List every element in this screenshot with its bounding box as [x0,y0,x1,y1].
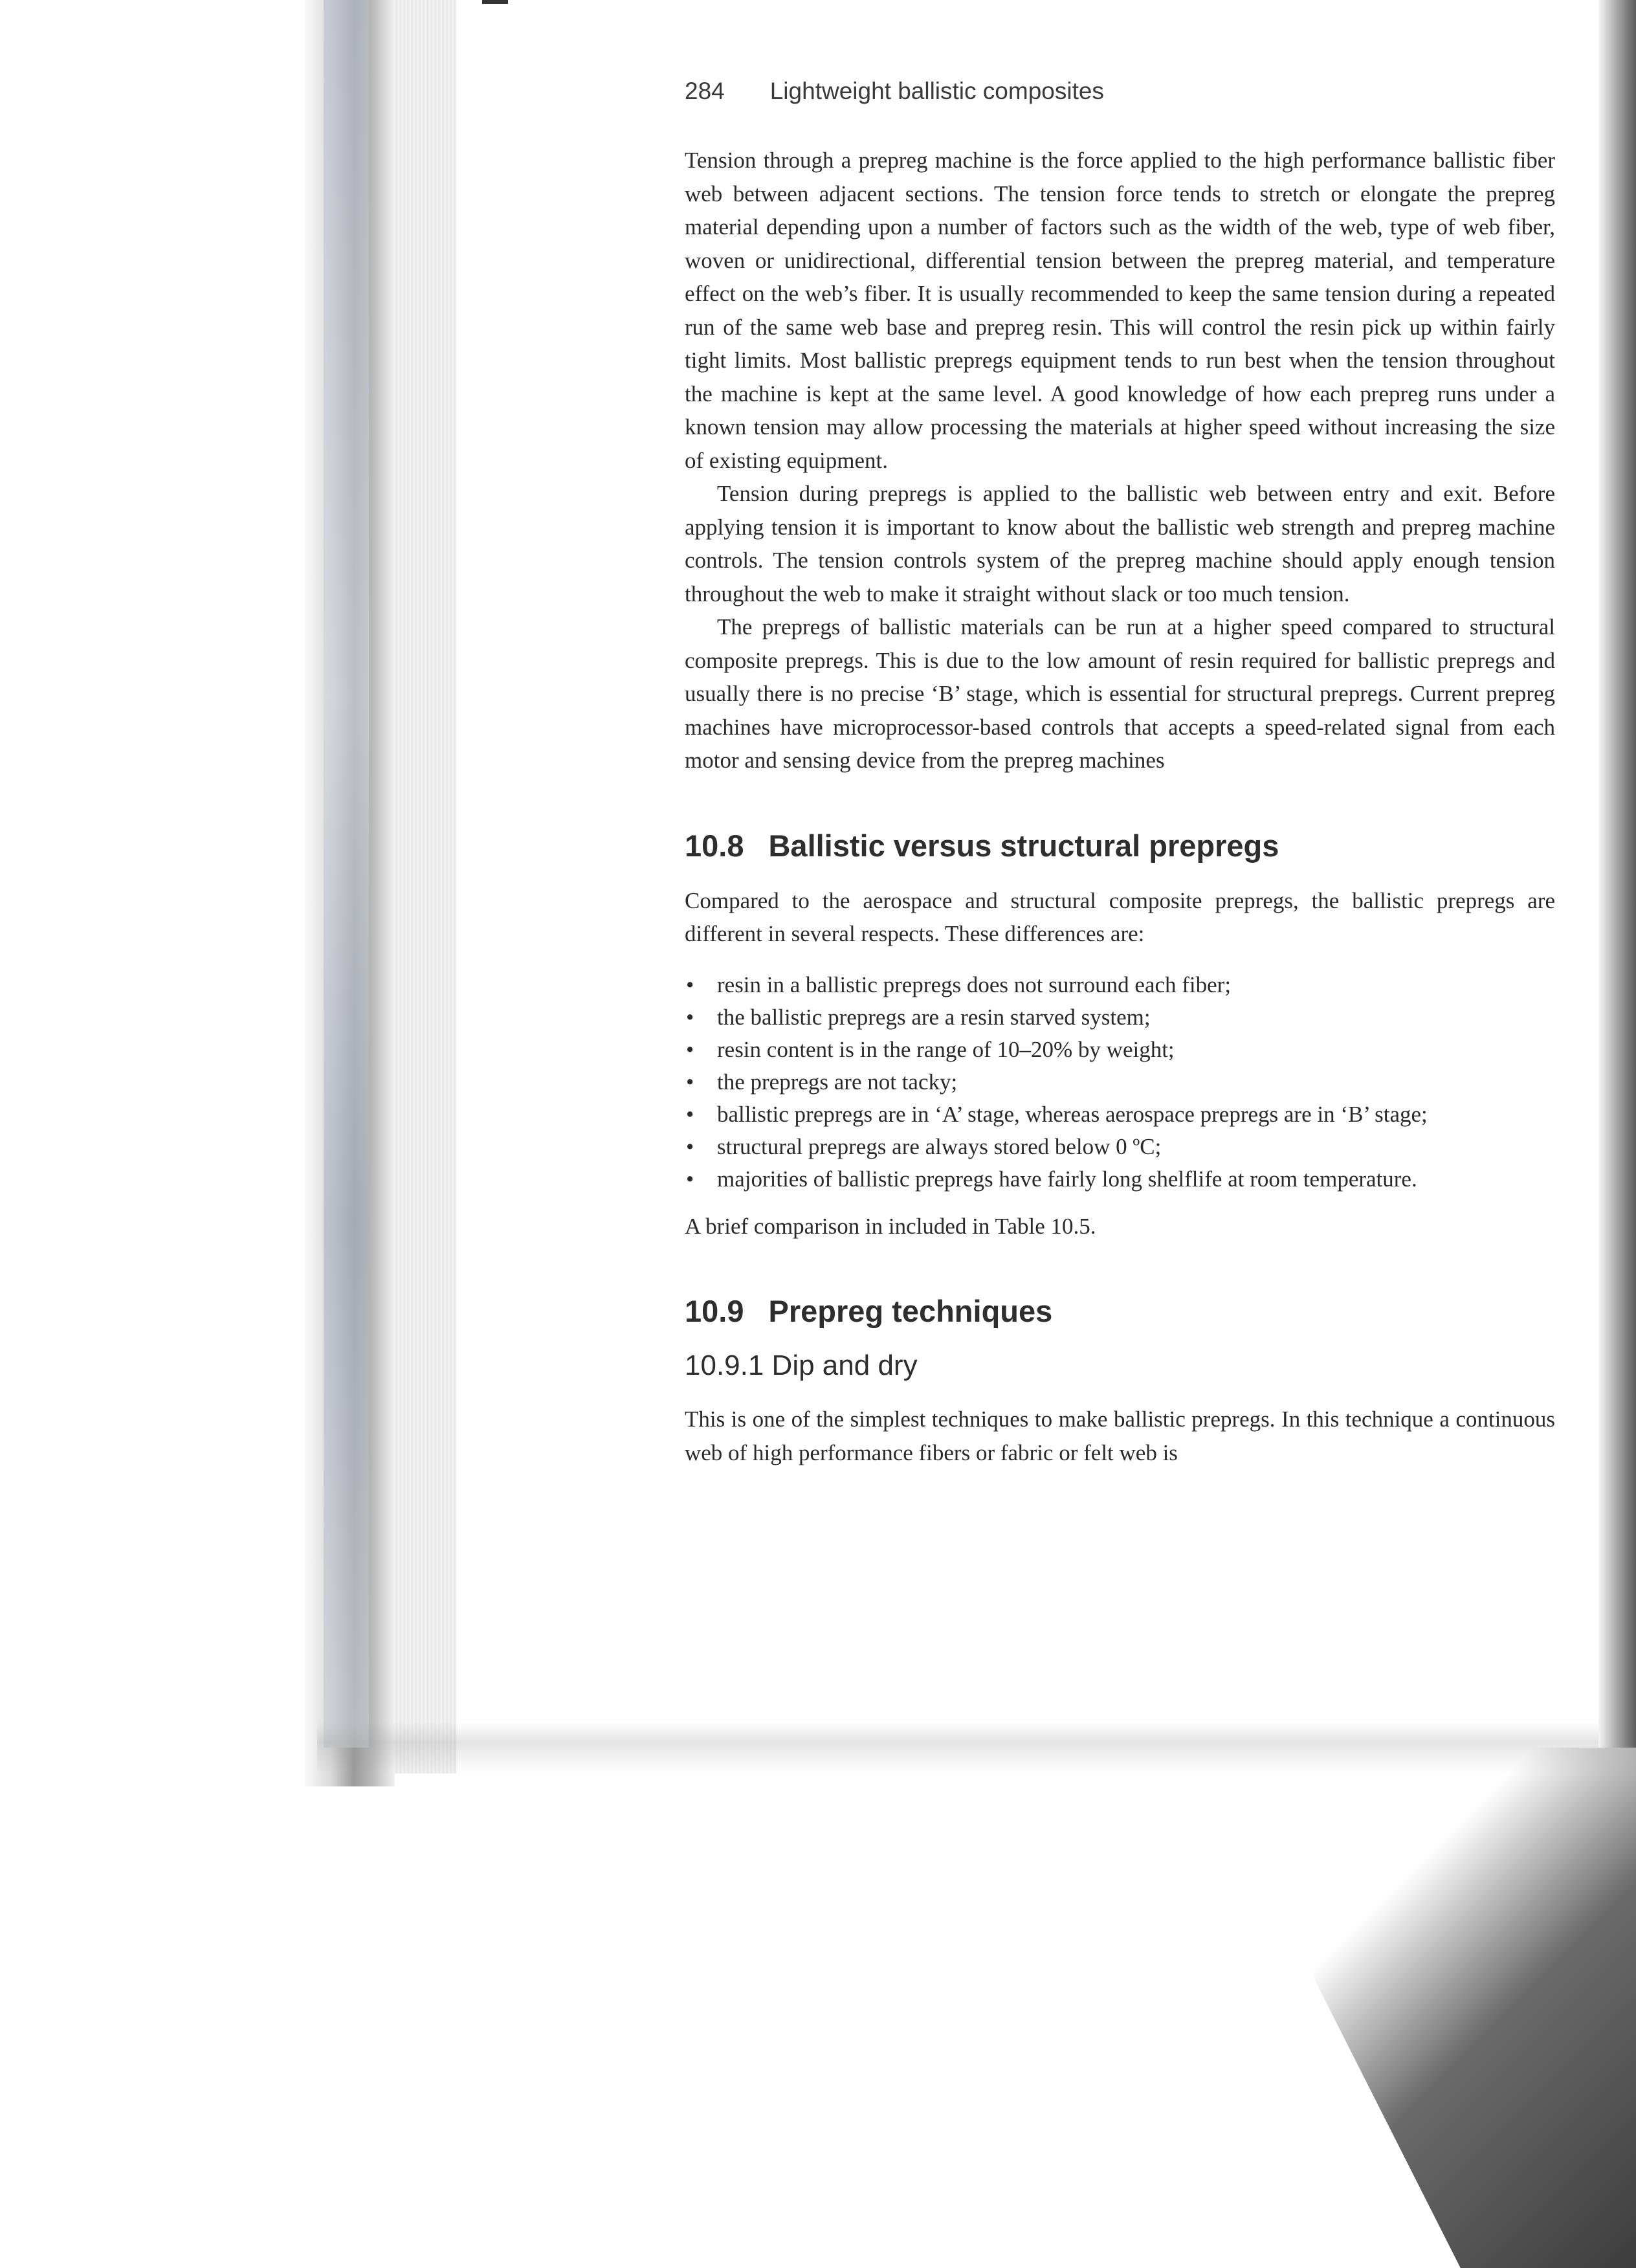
list-item: • resin content is in the range of 10–20% by weight; [685,1034,1555,1066]
section-title: Ballistic versus structural prepregs [768,828,1279,863]
page-edges [395,0,456,1773]
paragraph-tension-1: Tension through a prepreg machine is the force applied to the high performance ballistic fiber web between adjacent sections. The tension force tends to stretch or elongate the prepreg material depending upon a number of factors such as the width of the web, type of web fiber, woven or unidirectional, differential tension between the prepreg material, and temperature effect on the web’s fiber. It is usually recommended to keep the same tension during a repeated run of the same web base and prepreg resin. This will control the resin pick up within fairly tight limits. Most ballistic prepregs equipment tends to run best when the tension throughout the machine is kept at the same level. A good knowledge of how each prepreg runs under a known tension may allow processing the materials at higher speed without increasing the size of existing equipment. [685,148,1555,473]
differences-list [685,969,1555,1195]
list-item: • ballistic prepregs are in ‘A’ stage, whereas aerospace prepregs are in ‘B’ stage; [685,1098,1555,1131]
section-heading-10-9 [685,1293,1555,1329]
section-title: Prepreg techniques [768,1294,1053,1328]
book-page [685,78,1555,1469]
corner-shadow [1197,1748,1636,2268]
right-edge-shadow [1598,0,1636,1748]
page-number: 284 [685,78,725,104]
section-10-8-intro: Compared to the aerospace and structural composite prepregs, the ballistic prepregs are different in several respects. These differences are: [685,887,1555,946]
running-title: Lightweight ballistic composites [769,78,1104,104]
running-head [685,78,1555,105]
list-item: • the ballistic prepregs are a resin starved system; [685,1001,1555,1034]
subsection-heading-10-9-1: 10.9.1 Dip and dry [685,1350,918,1381]
list-item: • resin in a ballistic prepregs does not surround each fiber; [685,969,1555,1001]
top-scan-mark [482,0,508,4]
section-10-9-1-paragraph: This is one of the simplest techniques to make ballistic prepregs. In this technique a continuous web of high performance fibers or fabric or felt web is [685,1406,1555,1465]
list-item: • structural prepregs are always stored below 0 ºC; [685,1131,1555,1163]
book-spine-tint [324,0,369,1748]
section-number: 10.9 [685,1294,744,1328]
section-heading-10-8 [685,828,1555,863]
list-item: • the prepregs are not tacky; [685,1066,1555,1098]
list-item: • majorities of ballistic prepregs have fairly long shelflife at room temperature. [685,1163,1555,1195]
paragraph-tension-3: The prepregs of ballistic materials can be run at a higher speed compared to structural composite prepregs. This is due to the low amount of resin required for ballistic prepregs and usually there is no precise ‘B’ stage, which is essential for structural prepregs. Current prepreg machines have microprocessor-based controls that accepts a speed-related signal from each motor and sensing device from the prepreg machines [685,614,1555,773]
section-number: 10.8 [685,828,744,863]
section-10-8-closing: A brief comparison in included in Table 10.5. [685,1213,1096,1239]
paragraph-tension-2: Tension during prepregs is applied to the ballistic web between entry and exit. Before applying tension it is important to know about the ballistic web strength and prepreg machine controls. The tension controls system of the prepreg machine should apply enough tension throughout the web to make it straight without slack or too much tension. [685,481,1555,606]
